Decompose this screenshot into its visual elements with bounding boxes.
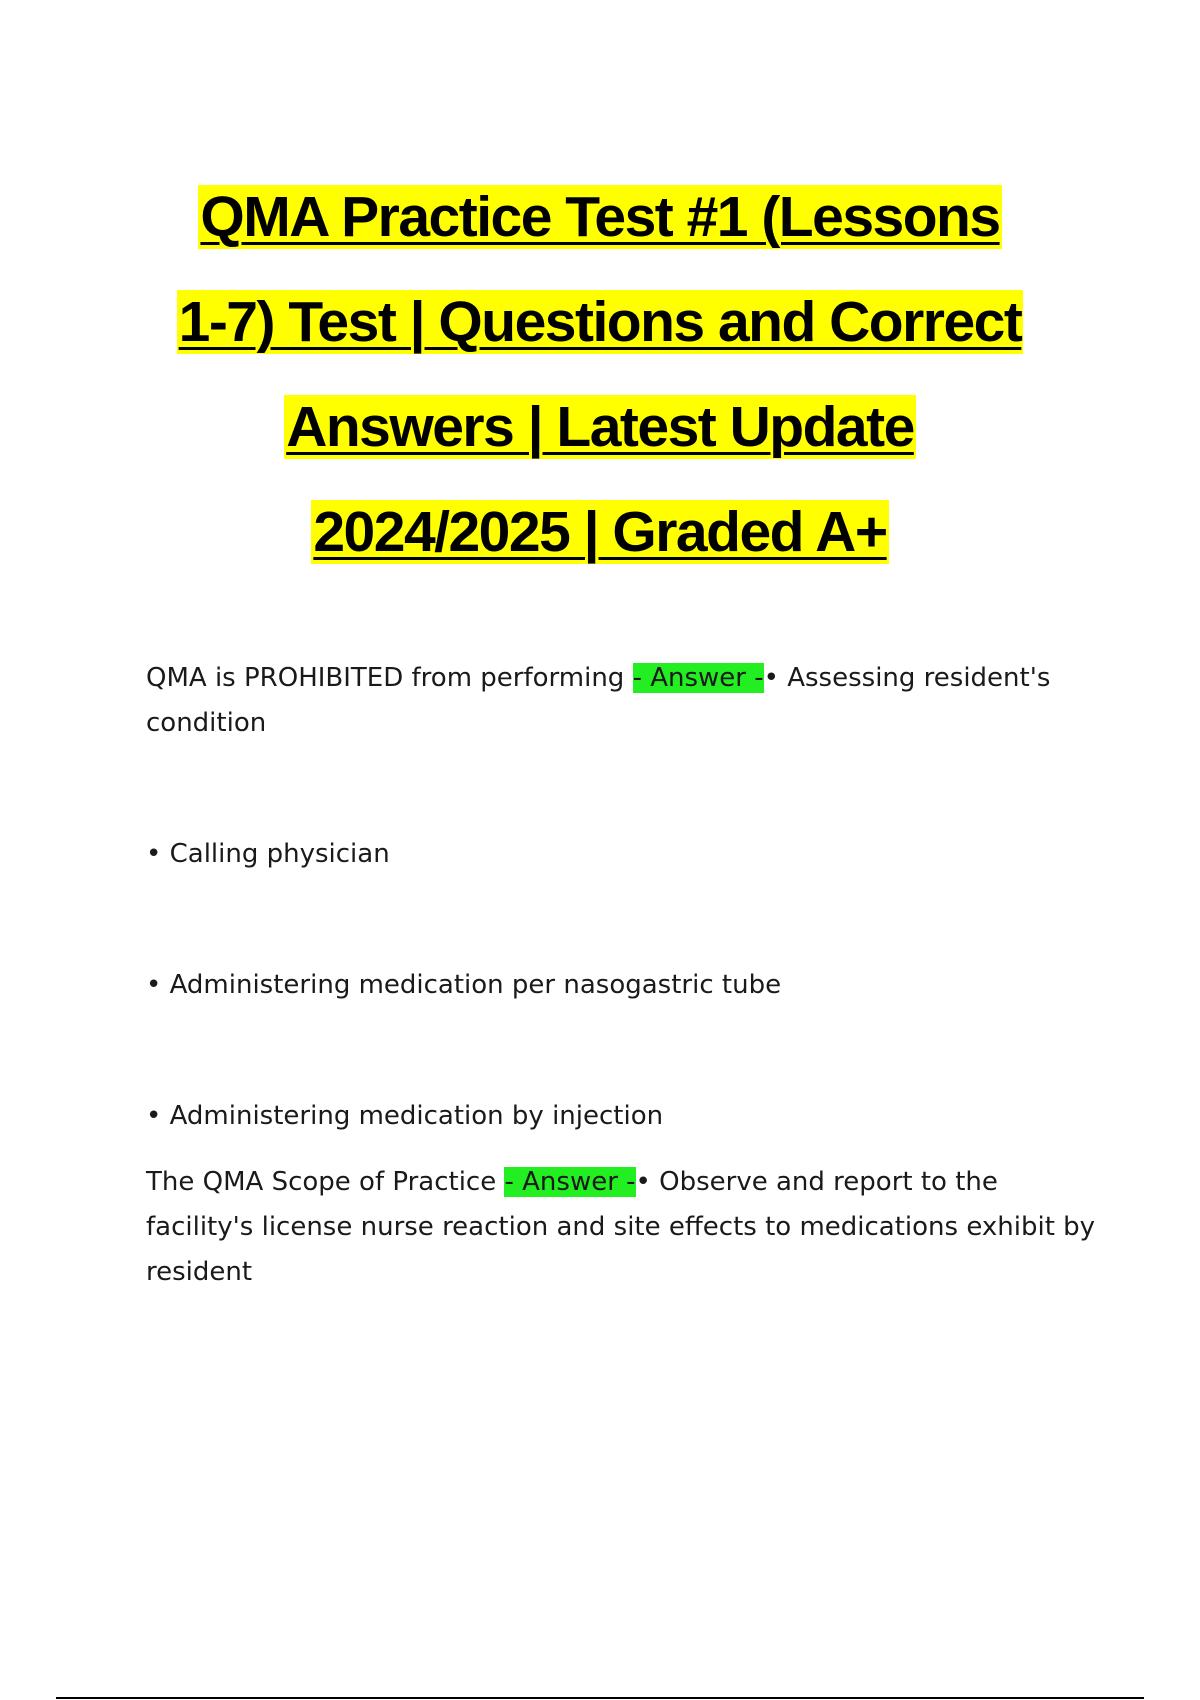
answer-list-item: • Administering medication per nasogastric tube: [146, 970, 782, 1000]
title-line: 1-7) Test | Questions and Correct: [178, 290, 1022, 354]
title-line: Answers | Latest Update: [286, 395, 914, 459]
qa-item-scope-of-practice: [146, 1160, 1106, 1295]
qa-item-prohibited: [146, 656, 1106, 746]
answer-list-item: • Administering medication by injection: [146, 1101, 664, 1131]
title-line: QMA Practice Test #1 (Lessons: [200, 185, 1000, 249]
question-text: QMA is PROHIBITED from performing: [146, 663, 633, 693]
answer-text: • Observe and report to the facility's license nurse reaction and site effects to medications exhibit by resident: [146, 1167, 1096, 1287]
answer-text: • Assessing resident's condition: [146, 663, 1051, 738]
question-text: The QMA Scope of Practice: [146, 1167, 505, 1197]
title-line: 2024/2025 | Graded A+: [313, 500, 887, 564]
answer-marker: - Answer -: [504, 1167, 636, 1197]
answer-list-item: • Calling physician: [146, 839, 390, 869]
document-title: [100, 165, 1100, 585]
footer-divider: [56, 1697, 1144, 1699]
answer-marker: - Answer -: [632, 663, 764, 693]
